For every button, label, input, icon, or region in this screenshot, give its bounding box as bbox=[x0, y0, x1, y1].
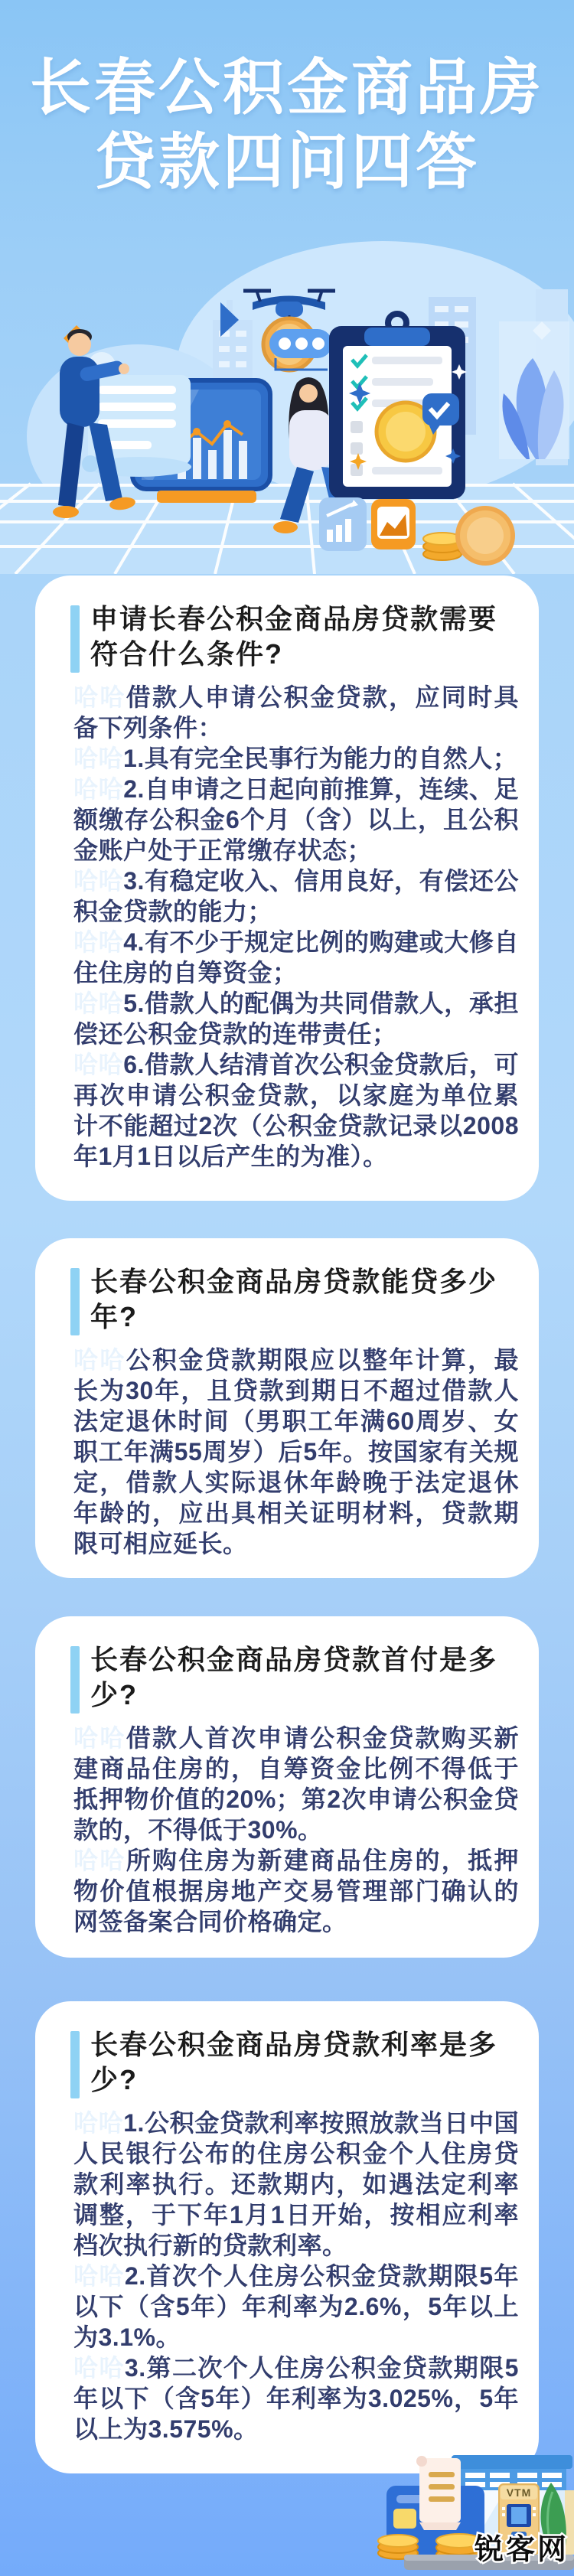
qa-card-2 bbox=[35, 1238, 539, 1578]
answer-paragraph bbox=[73, 1345, 519, 1559]
indent-ghost: 哈哈 bbox=[73, 2109, 124, 2137]
answer-text: 所购住房为新建商品住房的，抵押物价值根据房地产交易管理部门确认的网签备案合同价格确定。 bbox=[73, 1847, 519, 1935]
indent-ghost: 哈哈 bbox=[73, 2354, 125, 2382]
indent-ghost: 哈哈 bbox=[73, 1724, 126, 1752]
indent-ghost: 哈哈 bbox=[73, 1847, 126, 1874]
hero-illustration bbox=[0, 230, 574, 574]
question-heading-2 bbox=[70, 1264, 520, 1335]
question-text: 长春公积金商品房贷款首付是多少? bbox=[90, 1644, 498, 1710]
indent-ghost: 哈哈 bbox=[73, 1346, 126, 1374]
watermark-text: 锐客网 bbox=[475, 2534, 569, 2566]
question-heading-1 bbox=[70, 602, 520, 673]
indent-ghost: 哈哈 bbox=[73, 2262, 125, 2290]
accent-bar bbox=[70, 1268, 80, 1335]
receipt-scroll bbox=[416, 2456, 461, 2530]
answer-text: 3.有稳定收入、信用良好，有偿还公积金贷款的能力； bbox=[73, 867, 519, 925]
question-text: 申请长春公积金商品房贷款需要符合什么条件? bbox=[90, 603, 498, 670]
answer-paragraph bbox=[73, 743, 519, 774]
answer-text: 借款人申请公积金贷款，应同时具备下列条件： bbox=[73, 683, 519, 742]
answer-body-3 bbox=[70, 1723, 520, 1937]
poster-title-line2: 贷款四问四答 bbox=[94, 128, 480, 196]
indent-ghost: 哈哈 bbox=[73, 990, 124, 1017]
answer-text: 1.公积金贷款利率按照放款当日中国人民银行公布的住房公积金个人住房贷款利率执行。还款期内，如遇法定利率调整，于下年1月1日开始，按相应利率档次执行新的贷款利率。 bbox=[73, 2109, 519, 2259]
answer-paragraph bbox=[73, 988, 519, 1049]
answer-paragraph bbox=[73, 2353, 519, 2444]
accent-bar bbox=[70, 1646, 80, 1714]
answer-text: 1.具有完全民事行为能力的自然人； bbox=[123, 745, 518, 772]
answer-text: 借款人首次申请公积金贷款购买新建商品住房的，自筹资金比例不得低于抵押物价值的20%；第2次申请公积金贷款的，不得低于30%。 bbox=[73, 1724, 519, 1844]
question-text: 长春公积金商品房贷款能贷多少年? bbox=[90, 1266, 498, 1332]
qa-card-3 bbox=[35, 1616, 539, 1958]
indent-ghost: 哈哈 bbox=[73, 928, 124, 956]
indent-ghost: 哈哈 bbox=[73, 683, 126, 711]
poster-title bbox=[0, 51, 574, 199]
phone-stand bbox=[157, 491, 256, 503]
indent-ghost: 哈哈 bbox=[73, 1051, 124, 1078]
answer-text: 3.第二次个人住房公积金贷款期限5年以下（含5年）年利率为3.025%，5年以上为3.575%。 bbox=[73, 2354, 519, 2443]
answer-text: 公积金贷款期限应以整年计算，最长为30年，且贷款到期日不超过借款人法定退休时间（男职工年满60周岁、女职工年满55周岁）后5年。按国家有关规定，借款人实际退休年龄晚于法定退休年龄的，应出具相关证明材料，贷款期限可相应延长。 bbox=[73, 1346, 519, 1557]
vtm-label: VTM bbox=[506, 2486, 532, 2499]
answer-text: 4.有不少于规定比例的购建或大修自住住房的自筹资金； bbox=[73, 928, 519, 986]
answer-text: 2.首次个人住房公积金贷款期限5年以下（含5年）年利率为2.6%，5年以上为3.1%。 bbox=[73, 2262, 519, 2351]
indent-ghost: 哈哈 bbox=[73, 867, 124, 895]
answer-paragraph bbox=[73, 2108, 519, 2261]
answer-text: 6.借款人结清首次公积金贷款后，可再次申请公积金贷款，以家庭为单位累计不能超过2次（公积金贷款记录以2008年1月1日以后产生的为准）。 bbox=[73, 1051, 519, 1170]
answer-paragraph bbox=[73, 1049, 519, 1172]
answer-body-4 bbox=[70, 2108, 520, 2444]
qa-card-4 bbox=[35, 2001, 539, 2473]
answer-text: 5.借款人的配偶为共同借款人，承担偿还公积金贷款的连带责任； bbox=[73, 990, 519, 1048]
answer-paragraph bbox=[73, 1723, 519, 1845]
footer-illustration bbox=[0, 2449, 574, 2576]
poster-title-line1: 长春公积金商品房 bbox=[30, 54, 544, 122]
answer-paragraph bbox=[73, 866, 519, 927]
indent-ghost: 哈哈 bbox=[73, 745, 124, 772]
clipboard-checklist bbox=[329, 314, 467, 499]
answer-paragraph bbox=[73, 927, 519, 988]
answer-text: 2.自申请之日起向前推算，连续、足额缴存公积金6个月（含）以上，且公积金账户处于正常缴存状态； bbox=[73, 775, 519, 864]
accent-bar bbox=[70, 2031, 80, 2098]
answer-paragraph bbox=[73, 774, 519, 866]
answer-paragraph bbox=[73, 1845, 519, 1937]
question-heading-4 bbox=[70, 2027, 520, 2098]
question-heading-3 bbox=[70, 1642, 520, 1714]
question-text: 长春公积金商品房贷款利率是多少? bbox=[90, 2029, 498, 2095]
answer-paragraph bbox=[73, 682, 519, 743]
answer-paragraph bbox=[73, 2261, 519, 2353]
indent-ghost: 哈哈 bbox=[73, 775, 124, 803]
answer-body-1 bbox=[70, 682, 520, 1172]
qa-card-1 bbox=[35, 576, 539, 1201]
accent-bar bbox=[70, 605, 80, 673]
answer-body-2 bbox=[70, 1345, 520, 1559]
